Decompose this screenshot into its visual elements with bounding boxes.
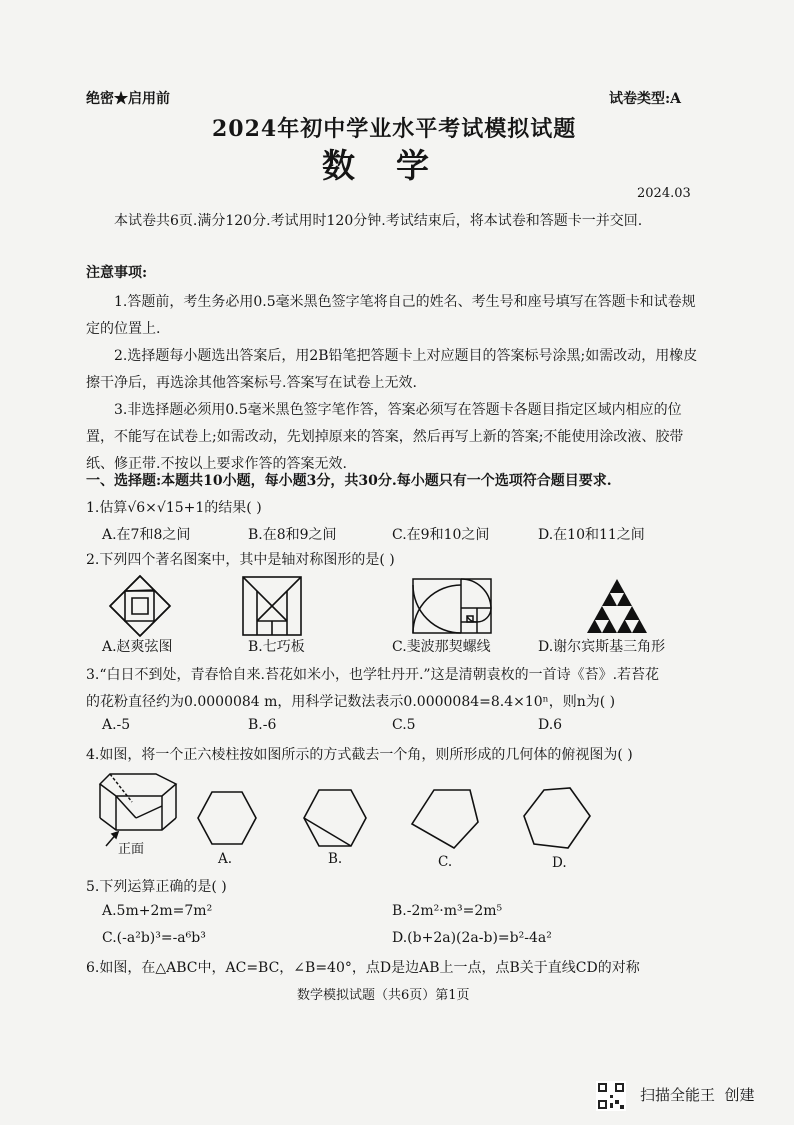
q2-option-c: C.斐波那契螺线 <box>392 639 491 655</box>
tangram-figure <box>242 576 302 636</box>
question-3-stem-line-2: 的花粉直径约为0.0000084 m，用科学记数法表示0.0000084=8.4×10ⁿ，则n为( ) <box>86 694 616 710</box>
question-1-stem: 1.估算√6×√15+1的结果( ) <box>86 500 262 516</box>
q3-option-d: D.6 <box>538 717 563 733</box>
subject-title: 数 学 <box>322 146 435 185</box>
q4-option-d-label: D. <box>552 855 567 871</box>
q3-option-a: A.-5 <box>102 717 131 733</box>
q3-option-b: B.-6 <box>248 717 277 733</box>
exam-date: 2024.03 <box>637 186 691 201</box>
q4-option-a-hexagon <box>196 790 258 846</box>
q5-option-c: C.(-a²b)³=-a⁶b³ <box>102 930 206 946</box>
exam-title: 2024年初中学业水平考试模拟试题 <box>212 116 577 142</box>
section-heading: 一、选择题:本题共10小题，每小题3分，共30分.每小题只有一个选项符合题目要求. <box>86 473 612 489</box>
question-4-stem: 4.如图，将一个正六棱柱按如图所示的方式截去一个角，则所形成的几何体的俯视图为( ) <box>86 747 633 763</box>
scanner-logo <box>596 1081 626 1115</box>
q4-option-d-pentagon <box>522 786 592 850</box>
q2-option-a: A.赵爽弦图 <box>102 639 173 655</box>
question-3-stem-line-1: 3.“白日不到处，青春恰自来.苔花如米小，也学牡丹开.”这是清朝袁枚的一首诗《苔》.若苔花 <box>86 667 660 683</box>
question-5-stem: 5.下列运算正确的是( ) <box>86 879 227 895</box>
q4-option-c-label: C. <box>438 854 453 870</box>
notice-item-3: 3.非选择题必须用0.5毫米黑色签字笔作答，答案必须写在答题卡各题目指定区域内相应的位置，不能写在试卷上;如需改动，先划掉原来的答案，然后再写上新的答案;不能使用涂改液、胶带纸、修正带.不按以上要求作答的答案无效. <box>86 402 684 472</box>
q1-option-d: D.在10和11之间 <box>538 527 645 543</box>
q3-option-c: C.5 <box>392 717 416 733</box>
front-view-label: 正面 <box>118 842 145 857</box>
notice-heading: 注意事项: <box>86 265 148 281</box>
fibonacci-spiral-figure <box>412 578 492 634</box>
paper-type-label: 试卷类型:A <box>609 91 682 107</box>
scanner-brand-text: 扫描全能王 创建 <box>640 1086 755 1104</box>
q5-option-a: A.5m+2m=7m² <box>102 903 213 919</box>
q4-option-a-label: A. <box>218 851 233 867</box>
notice-item-2: 2.选择题每小题选出答案后，用2B铅笔把答题卡上对应题目的答案标号涂黑;如需改动，用橡皮擦干净后，再选涂其他答案标号.答案写在试卷上无效. <box>86 348 698 391</box>
notice-item-1: 1.答题前，考生务必用0.5毫米黑色签字笔将自己的姓名、考生号和座号填写在答题卡和试卷规定的位置上. <box>86 294 696 337</box>
qr-code-icon <box>596 1081 626 1111</box>
cut-hexagonal-prism-figure <box>96 770 186 848</box>
q5-option-d: D.(b+2a)(2a-b)=b²-4a² <box>392 930 552 946</box>
confidential-label: 绝密★启用前 <box>86 91 170 107</box>
page-footer: 数学模拟试题（共6页）第1页 <box>297 988 470 1003</box>
zhao-shuang-chord-diagram-figure <box>108 574 172 638</box>
q1-option-a: A.在7和8之间 <box>102 527 191 543</box>
intro-paragraph: 本试卷共6页.满分120分.考试用时120分钟.考试结束后，将本试卷和答题卡一并交回. <box>114 213 643 229</box>
question-2-stem: 2.下列四个著名图案中，其中是轴对称图形的是( ) <box>86 552 395 568</box>
q5-option-b: B.-2m²·m³=2m⁵ <box>392 903 503 919</box>
q2-option-d: D.谢尔宾斯基三角形 <box>538 639 666 655</box>
question-6-stem: 6.如图，在△ABC中，AC=BC，∠B=40°，点D是边AB上一点，点B关于直线CD的对称 <box>86 960 640 976</box>
q1-option-c: C.在9和10之间 <box>392 527 490 543</box>
q4-option-b-label: B. <box>328 851 343 867</box>
sierpinski-triangle-figure <box>586 578 648 634</box>
q4-option-c-pentagon <box>410 788 480 850</box>
q2-option-b: B.七巧板 <box>248 639 305 655</box>
q4-option-b-hexagon-with-diagonal <box>302 788 368 848</box>
q1-option-b: B.在8和9之间 <box>248 527 337 543</box>
